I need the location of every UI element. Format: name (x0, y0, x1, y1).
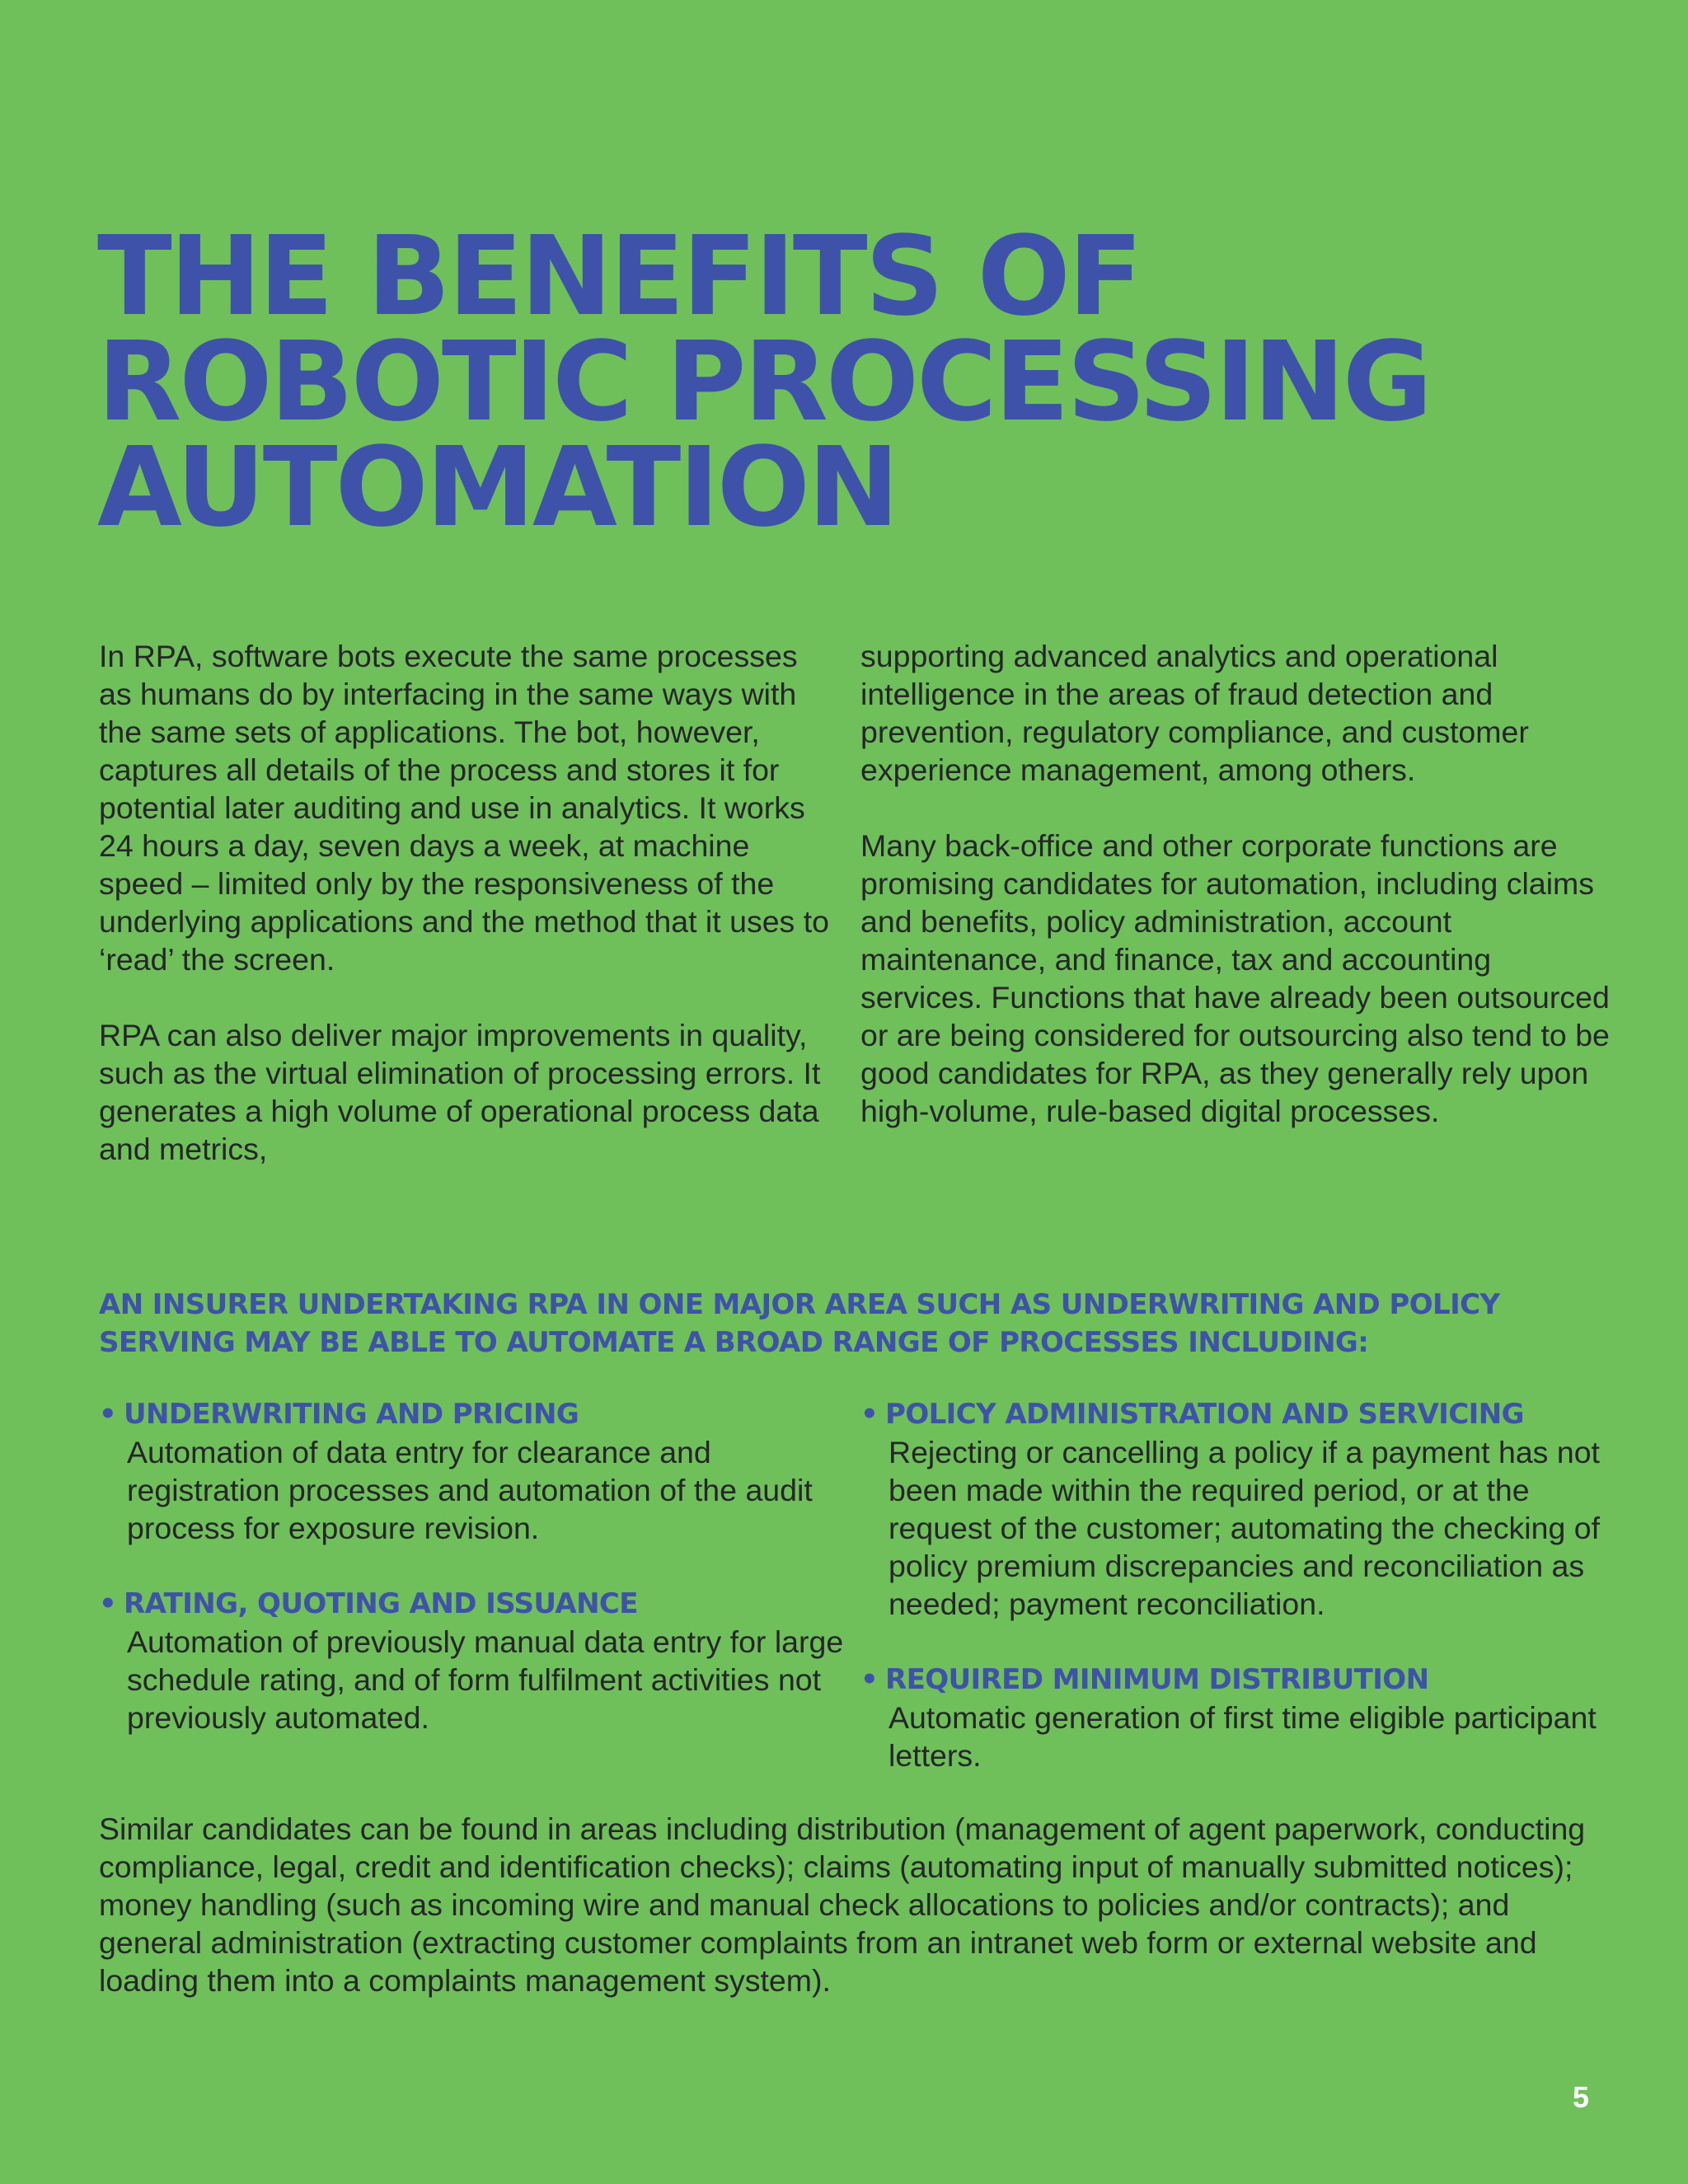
intro-paragraph-2: RPA can also deliver major improvements in quality, such as the virtual elimination of processing errors. It generates a high volume of operational process data and metrics, (99, 1018, 821, 1166)
intro-paragraph-4: Many back-office and other corporate functions are promising candidates for automation, including claims and benefits, policy administration, account maintenance, and finance, tax and accounting services. Functions that have already been outsourced or are being considered for outsourcing also tend to be good candidates for RPA, as they generally rely upon high-volume, rule-based digital processes. (860, 828, 1610, 1128)
bullet-heading: POLICY ADMINISTRATION AND SERVICING (885, 1398, 1524, 1431)
bullet-heading: REQUIRED MINIMUM DISTRIBUTION (885, 1663, 1429, 1696)
callout-heading: AN INSURER UNDERTAKING RPA IN ONE MAJOR AREA SUCH AS UNDERWRITING AND POLICY SERVING MAY BE ABLE TO AUTOMATE A BROAD RANGE OF PROCESSES INCLUDING: (99, 1288, 1500, 1359)
bullet-heading: RATING, QUOTING AND ISSUANCE (124, 1587, 638, 1620)
bullet-item (860, 1395, 1619, 1623)
page-title (97, 213, 1622, 551)
bullet-body: Automatic generation of first time eligible participant letters. (889, 1700, 1597, 1773)
page-title-line-2: ROBOTIC PROCESSING (97, 319, 1431, 446)
bullet-body: Automation of previously manual data entry for large schedule rating, and of form fulfilment activities not previously automated. (127, 1624, 844, 1735)
bullet-item (99, 1395, 857, 1547)
closing-paragraph: Similar candidates can be found in areas including distribution (management of agent paperwork, conducting compliance, legal, credit and identification checks); claims (automating input of manually submitted notices); money handling (such as incoming wire and manual check allocations to policies and/or contracts); and general administration (extracting customer complaints from an intranet web form or external website and loading them into a complaints management system). (99, 1811, 1586, 1998)
page-number: 5 (1572, 2080, 1589, 2114)
bullet-body: Rejecting or cancelling a policy if a payment has not been made within the required period, or at the request of the customer; automating the checking of policy premium discrepancies and reconciliation as needed; payment reconciliation. (889, 1435, 1600, 1621)
page-title-line-1: THE BENEFITS OF (97, 213, 1141, 340)
bullet-heading: UNDERWRITING AND PRICING (124, 1398, 579, 1431)
page-title-line-3: AUTOMATION (97, 424, 898, 551)
bullet-item (99, 1585, 857, 1736)
bullet-marker: • (99, 1398, 117, 1431)
intro-right-column (860, 637, 1611, 1168)
bullet-marker: • (99, 1587, 117, 1620)
bullet-marker: • (860, 1398, 879, 1431)
bullet-list-right (860, 1395, 1619, 1812)
bullet-list-left (99, 1395, 857, 1774)
intro-paragraph-3: supporting advanced analytics and operational intelligence in the areas of fraud detection and prevention, regulatory compliance, and customer experience management, among others. (860, 639, 1529, 787)
bullet-item (860, 1661, 1619, 1774)
bullet-marker: • (860, 1663, 879, 1696)
intro-paragraph-1: In RPA, software bots execute the same processes as humans do by interfacing in the same ways with the same sets of applications. The bot, however, captures all details of the process and stores it for potential later auditing and use in analytics. It works 24 hours a day, seven days a week, at machine speed – limited only by the responsiveness of the underlying applications and the method that it uses to ‘read’ the screen. (99, 639, 829, 977)
bullet-body: Automation of data entry for clearance and registration processes and automation of the audit process for exposure revision. (127, 1435, 813, 1545)
intro-left-column (99, 637, 832, 1206)
